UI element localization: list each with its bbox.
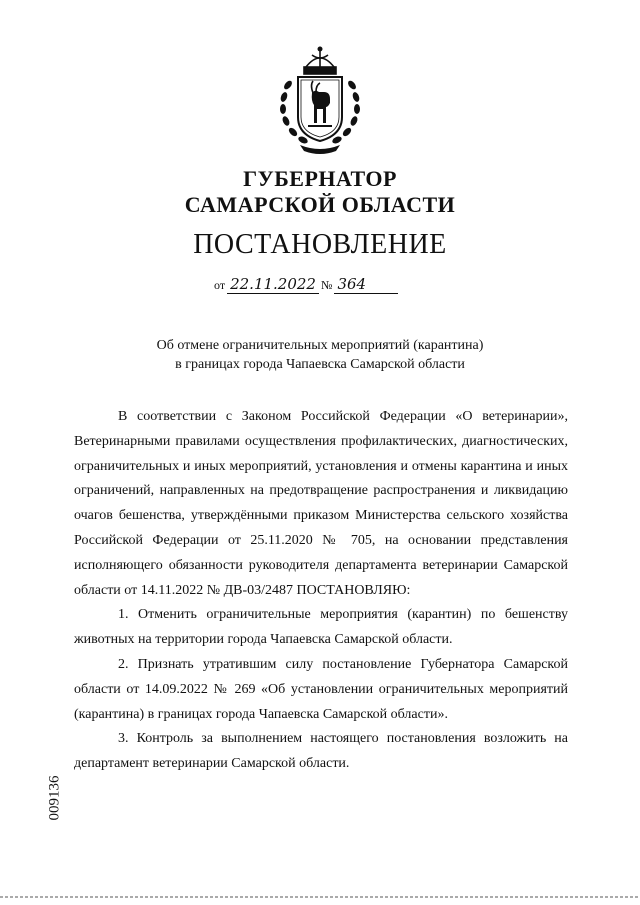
subject-line-1: Об отмене ограничительных мероприятий (карантина) bbox=[156, 338, 484, 353]
clause-3: 3. Контроль за выполнением настоящего постановления возложить на департамент ветеринарии Самарской области. bbox=[74, 731, 568, 772]
preamble-paragraph: В соответствии с Законом Российской Федерации «О ветеринарии», Ветеринарными правилами осуществления профилактических, диагностических, ограничительных и иных мероприятий, установления и отмены карантина и иных ограничений, направленных на предотвращение распространения и ликвидацию очагов бешенства, утверждёнными приказом Министерства сельского хозяйства Российской Федерации от 25.11.2020 № 705, на основании представления исполняющего обязанности руководителя департамента ветеринарии Самарской области от 14.11.2022 № ДВ-03/2487 ПОСТАНОВЛЯЮ: bbox=[74, 409, 568, 598]
date-prefix: от bbox=[214, 278, 226, 292]
clause-2: 2. Признать утратившим силу постановление Губернатора Самарской области от 14.09.2022 № 269 «Об установлении ограничительных мероприятий (карантина) в границах города Чапаевска Самарской области». bbox=[74, 656, 568, 722]
date-number-line bbox=[212, 274, 398, 294]
clause-1: 1. Отменить ограничительные мероприятия (карантин) по бешенству животных на территории города Чапаевска Самарской области. bbox=[74, 607, 568, 648]
document-subject bbox=[0, 336, 640, 374]
coat-of-arms-icon bbox=[270, 45, 370, 155]
document-body bbox=[74, 405, 568, 777]
registration-number-text: 009136 bbox=[46, 775, 63, 821]
region-title: САМАРСКОЙ ОБЛАСТИ bbox=[184, 192, 456, 217]
governor-title: ГУБЕРНАТОР bbox=[243, 166, 397, 191]
document-date: 22.11.2022 bbox=[227, 276, 319, 294]
subject-line-2: в границах города Чапаевска Самарской области bbox=[175, 357, 465, 372]
document-type: ПОСТАНОВЛЕНИЕ bbox=[193, 229, 447, 260]
number-label: № bbox=[320, 278, 333, 292]
document-number: 364 bbox=[334, 276, 398, 294]
bottom-border-line bbox=[0, 896, 640, 898]
registration-number bbox=[40, 768, 70, 828]
